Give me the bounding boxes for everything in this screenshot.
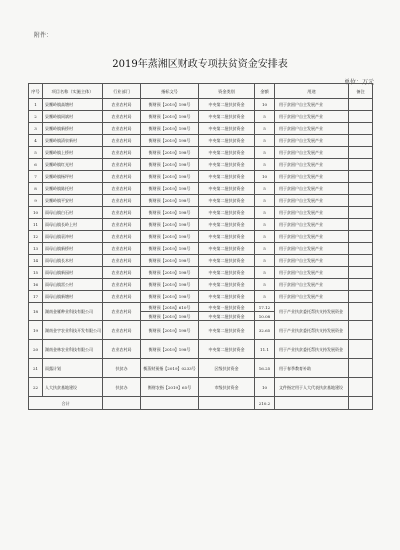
cell-department: 农业农村局 xyxy=(103,243,141,255)
cell-remarks xyxy=(349,159,373,171)
cell-index: 20 xyxy=(29,340,43,359)
cell-purpose: 用于贫困户自主发展产业 xyxy=(275,99,349,111)
table-row xyxy=(29,340,373,359)
cell-project: 湖南金林农业科技有限公司 xyxy=(43,340,103,359)
cell-remarks xyxy=(349,207,373,219)
cell-fund-type: 中央第二批扶贫资金 xyxy=(199,207,255,219)
table-header-row xyxy=(29,84,373,99)
total-row xyxy=(29,397,373,410)
cell-index: 5 xyxy=(29,147,43,159)
cell-fund-type: 中央第二批扶贫资金 xyxy=(199,111,255,123)
cell-project: 雨母山镇长木村 xyxy=(43,255,103,267)
cell-remarks xyxy=(349,340,373,359)
cell-project: 雨露计划 xyxy=(43,359,103,378)
cell-department: 农业农村局 xyxy=(103,111,141,123)
header-fund-type: 资金类别 xyxy=(199,84,255,99)
cell-index: 12 xyxy=(29,231,43,243)
header-purpose: 用途 xyxy=(275,84,349,99)
cell-fund-type: 中央第二批扶贫资金 xyxy=(199,219,255,231)
cell-department: 农业农村局 xyxy=(103,147,141,159)
header-project: 项目名称（实施主体） xyxy=(43,84,103,99)
table-row xyxy=(29,111,373,123)
cell-project: 雨母山镇新塘村 xyxy=(43,291,103,303)
table-row xyxy=(29,303,373,312)
cell-remarks xyxy=(349,255,373,267)
cell-purpose xyxy=(275,397,349,410)
table-row xyxy=(29,378,373,397)
cell-department: 农业农村局 xyxy=(103,99,141,111)
cell-project: 呆鹰岭镇同斌村 xyxy=(43,111,103,123)
cell-purpose: 用于产业扶贫委托帮扶支持发展资金 xyxy=(275,321,349,340)
cell-index: 1 xyxy=(29,99,43,111)
table-row xyxy=(29,267,373,279)
cell-doc: 衡财预【2019】198号 xyxy=(141,312,199,321)
cell-department: 农业农村局 xyxy=(103,231,141,243)
cell-purpose: 用于贫困户自主发展产业 xyxy=(275,147,349,159)
cell-purpose: 用于贫困户自主发展产业 xyxy=(275,183,349,195)
cell-doc: 衡财预【2019】198号 xyxy=(141,255,199,267)
cell-purpose: 用于贫困户自主发展产业 xyxy=(275,219,349,231)
cell-fund-type: 中央第二批扶贫资金 xyxy=(199,255,255,267)
cell-amount: 5 xyxy=(255,267,275,279)
cell-doc: 衡财预【2019】198号 xyxy=(141,267,199,279)
cell-doc: 衡财预【2019】198号 xyxy=(141,195,199,207)
cell-purpose: 用于产业扶贫委托帮扶支持发展资金 xyxy=(275,340,349,359)
cell-index: 7 xyxy=(29,171,43,183)
cell-remarks xyxy=(349,267,373,279)
table-row xyxy=(29,291,373,303)
cell-remarks xyxy=(349,321,373,340)
cell-department: 农业农村局 xyxy=(103,135,141,147)
cell-index: 16 xyxy=(29,279,43,291)
cell-fund-type: 中央第二批扶贫资金 xyxy=(199,99,255,111)
cell-department: 农业农村局 xyxy=(103,291,141,303)
cell-index: 4 xyxy=(29,135,43,147)
cell-project: 雨母山镇新桥村 xyxy=(43,243,103,255)
cell-doc: 衡财预【2019】198号 xyxy=(141,207,199,219)
cell-amount: 5 xyxy=(255,111,275,123)
cell-index: 21 xyxy=(29,359,43,378)
cell-remarks xyxy=(349,303,373,321)
table-row xyxy=(29,159,373,171)
cell-doc: 衡财预【2019】198号 xyxy=(141,171,199,183)
cell-amount: 5 xyxy=(255,243,275,255)
cell-purpose: 用于贫困户自主发展产业 xyxy=(275,171,349,183)
cell-doc: 衡财预【2019】198号 xyxy=(141,183,199,195)
cell-purpose: 用于贫困户自主发展产业 xyxy=(275,111,349,123)
cell-purpose: 用于贫困户自主发展产业 xyxy=(275,255,349,267)
cell-department: 农业农村局 xyxy=(103,255,141,267)
cell-fund-type: 中央第一批扶贫资金 xyxy=(199,303,255,312)
cell-purpose: 用于贫困户自主发展产业 xyxy=(275,231,349,243)
cell-purpose: 用于贫困户自主发展产业 xyxy=(275,267,349,279)
cell-project: 呆鹰岭镇清泉新村 xyxy=(43,135,103,147)
table-row xyxy=(29,359,373,378)
cell-doc: 衡财预【2019】198号 xyxy=(141,291,199,303)
cell-project: 雨母山镇长岭上村 xyxy=(43,219,103,231)
cell-amount: 5 xyxy=(255,207,275,219)
cell-amount: 5 xyxy=(255,147,275,159)
cell-department: 农业农村局 xyxy=(103,303,141,321)
cell-remarks xyxy=(349,195,373,207)
table-row xyxy=(29,135,373,147)
cell-fund-type: 中央第二批扶贫资金 xyxy=(199,279,255,291)
cell-department: 农业农村局 xyxy=(103,195,141,207)
cell-amount: 17.12 xyxy=(255,303,275,312)
page-title: 2019年蒸湘区财政专项扶贫资金安排表 xyxy=(112,59,288,70)
cell-purpose: 用于贫困户自主发展产业 xyxy=(275,123,349,135)
cell-index: 2 xyxy=(29,111,43,123)
cell-project: 呆鹰岭镇平安村 xyxy=(43,195,103,207)
cell-amount: 10 xyxy=(255,99,275,111)
cell-project: 雨母山镇新园村 xyxy=(43,267,103,279)
cell-index: 11 xyxy=(29,219,43,231)
header-amount: 金额 xyxy=(255,84,275,99)
cell-fund-type: 中央第二批扶贫资金 xyxy=(199,195,255,207)
cell-index: 6 xyxy=(29,159,43,171)
cell-fund-type: 中央第二批扶贫资金 xyxy=(199,291,255,303)
cell-doc: 衡财预【2019】198号 xyxy=(141,321,199,340)
cell-doc: 衡财预【2019】198号 xyxy=(141,279,199,291)
cell-amount: 5 xyxy=(255,279,275,291)
cell-amount: 11.1 xyxy=(255,340,275,359)
cell-amount: 32.65 xyxy=(255,321,275,340)
cell-amount: 10 xyxy=(255,378,275,397)
cell-department: 农业农村局 xyxy=(103,279,141,291)
cell-project: 呆鹰岭镇杨坪村 xyxy=(43,171,103,183)
cell-remarks xyxy=(349,397,373,410)
cell-remarks xyxy=(349,219,373,231)
cell-department: 农业农村局 xyxy=(103,219,141,231)
cell-project: 雨母山镇袁冲村 xyxy=(43,231,103,243)
cell-amount: 5 xyxy=(255,159,275,171)
cell-index: 10 xyxy=(29,207,43,219)
header-remarks: 备注 xyxy=(349,84,373,99)
cell-department: 农业农村局 xyxy=(103,171,141,183)
cell-remarks xyxy=(349,183,373,195)
cell-project: 人大扶贫基地建设 xyxy=(43,378,103,397)
cell-amount: 5 xyxy=(255,135,275,147)
table-row xyxy=(29,243,373,255)
cell-purpose: 用于贫困户自主发展产业 xyxy=(275,279,349,291)
cell-remarks xyxy=(349,378,373,397)
cell-purpose: 用于贫困户自主发展产业 xyxy=(275,195,349,207)
cell-remarks xyxy=(349,279,373,291)
cell-doc: 衡财预【2019】198号 xyxy=(141,99,199,111)
funding-table xyxy=(28,83,373,410)
cell-index: 3 xyxy=(29,123,43,135)
total-amount: 210.2 xyxy=(255,397,275,410)
cell-department: 农业农村局 xyxy=(103,340,141,359)
header-index: 序号 xyxy=(29,84,43,99)
cell-fund-type: 市级扶贫资金 xyxy=(199,378,255,397)
cell-purpose: 用于产业扶贫委托帮扶支持发展资金 xyxy=(275,303,349,321)
cell-fund-type: 中央第二批扶贫资金 xyxy=(199,159,255,171)
table-row xyxy=(29,231,373,243)
cell-purpose: 用于贫困户自主发展产业 xyxy=(275,135,349,147)
cell-purpose: 用于贫困户自主发展产业 xyxy=(275,243,349,255)
cell-doc: 衡财预【2019】198号 xyxy=(141,159,199,171)
attachment-label: 附件： xyxy=(34,32,53,39)
cell-amount: 10.08 xyxy=(255,312,275,321)
cell-index: 14 xyxy=(29,255,43,267)
cell-amount: 5 xyxy=(255,123,275,135)
cell-fund-type: 区级扶贫资金 xyxy=(199,359,255,378)
cell-index: 18 xyxy=(29,303,43,321)
cell-amount: 5 xyxy=(255,291,275,303)
cell-doc: 衡财预【2019】198号 xyxy=(141,111,199,123)
cell-fund-type: 中央第二批扶贫资金 xyxy=(199,147,255,159)
cell-fund-type: 中央第二批扶贫资金 xyxy=(199,123,255,135)
cell-amount: 5 xyxy=(255,255,275,267)
cell-doc: 衡财预【2018】610号 xyxy=(141,303,199,312)
cell-department: 扶贫办 xyxy=(103,378,141,397)
table-row xyxy=(29,171,373,183)
cell-doc: 衡财预【2019】198号 xyxy=(141,243,199,255)
cell-fund-type: 中央第二批扶贫资金 xyxy=(199,231,255,243)
cell-amount: 5 xyxy=(255,195,275,207)
table-row xyxy=(29,147,373,159)
cell-fund-type xyxy=(199,397,255,410)
cell-fund-type: 中央第二批扶贫资金 xyxy=(199,321,255,340)
cell-amount: 5 xyxy=(255,231,275,243)
cell-index: 17 xyxy=(29,291,43,303)
cell-index: 19 xyxy=(29,321,43,340)
cell-remarks xyxy=(349,99,373,111)
cell-fund-type: 中央第二批扶贫资金 xyxy=(199,171,255,183)
cell-project: 湖南金宇农业科技开发有限公司 xyxy=(43,321,103,340)
cell-fund-type: 中央第二批扶贫资金 xyxy=(199,183,255,195)
cell-department: 扶贫办 xyxy=(103,359,141,378)
cell-index: 9 xyxy=(29,195,43,207)
cell-project: 雨母山镇白石村 xyxy=(43,207,103,219)
cell-index: 15 xyxy=(29,267,43,279)
table-row xyxy=(29,195,373,207)
total-label: 合计 xyxy=(29,397,103,410)
cell-department: 农业农村局 xyxy=(103,267,141,279)
cell-amount: 5 xyxy=(255,183,275,195)
table-row xyxy=(29,207,373,219)
cell-doc: 衡财预【2019】198号 xyxy=(141,123,199,135)
table-row xyxy=(29,255,373,267)
cell-purpose: 用于贫困户自主发展产业 xyxy=(275,159,349,171)
cell-doc: 衡财预【2019】198号 xyxy=(141,135,199,147)
cell-remarks xyxy=(349,123,373,135)
cell-doc: 衡财预【2019】198号 xyxy=(141,231,199,243)
table-row xyxy=(29,99,373,111)
table-row xyxy=(29,123,373,135)
cell-project: 呆鹰岭镇红光村 xyxy=(43,159,103,171)
table-row xyxy=(29,279,373,291)
cell-department: 农业农村局 xyxy=(103,123,141,135)
cell-project: 湖南金雁种业科技有限公司 xyxy=(43,303,103,321)
cell-project: 雨母山镇雷公村 xyxy=(43,279,103,291)
cell-department: 农业农村局 xyxy=(103,159,141,171)
cell-index: 8 xyxy=(29,183,43,195)
cell-department: 农业农村局 xyxy=(103,207,141,219)
table-row xyxy=(29,219,373,231)
cell-project: 呆鹰岭镇新桥村 xyxy=(43,123,103,135)
cell-project: 呆鹰岭镇陈托村 xyxy=(43,183,103,195)
cell-department: 农业农村局 xyxy=(103,321,141,340)
cell-purpose: 用于贫困户自主发展产业 xyxy=(275,291,349,303)
cell-purpose: 文件指定用于人大代表扶贫基地建设 xyxy=(275,378,349,397)
cell-remarks xyxy=(349,359,373,378)
cell-remarks xyxy=(349,171,373,183)
cell-index: 22 xyxy=(29,378,43,397)
cell-purpose: 用于春季教育补助 xyxy=(275,359,349,378)
cell-remarks xyxy=(349,231,373,243)
cell-fund-type: 中央第二批扶贫资金 xyxy=(199,135,255,147)
cell-project: 呆鹰岭镇上桥村 xyxy=(43,147,103,159)
cell-doc: 衡财预【2019】198号 xyxy=(141,340,199,359)
cell-fund-type: 中央第二批扶贫资金 xyxy=(199,340,255,359)
cell-doc xyxy=(141,397,199,410)
cell-amount: 5 xyxy=(255,219,275,231)
cell-fund-type: 中央第二批扶贫资金 xyxy=(199,312,255,321)
cell-doc: 衡蒸财预指【2019】0233号 xyxy=(141,359,199,378)
cell-doc: 衡财预【2019】198号 xyxy=(141,219,199,231)
cell-doc: 衡财预【2019】198号 xyxy=(141,147,199,159)
table-row xyxy=(29,183,373,195)
cell-purpose: 用于贫困户自主发展产业 xyxy=(275,207,349,219)
cell-remarks xyxy=(349,291,373,303)
cell-project: 呆鹰岭镇高塘村 xyxy=(43,99,103,111)
cell-remarks xyxy=(349,111,373,123)
header-department: 行业部门 xyxy=(103,84,141,99)
table-row xyxy=(29,321,373,340)
cell-department: 农业农村局 xyxy=(103,183,141,195)
cell-index: 13 xyxy=(29,243,43,255)
cell-remarks xyxy=(349,147,373,159)
cell-department xyxy=(103,397,141,410)
cell-fund-type: 中央第二批扶贫资金 xyxy=(199,267,255,279)
cell-amount: 16.25 xyxy=(255,359,275,378)
cell-doc: 衡财农指【2019】65号 xyxy=(141,378,199,397)
header-doc: 指标文号 xyxy=(141,84,199,99)
cell-remarks xyxy=(349,243,373,255)
cell-remarks xyxy=(349,135,373,147)
unit-label: 单位：万元 xyxy=(343,79,374,86)
cell-fund-type: 中央第二批扶贫资金 xyxy=(199,243,255,255)
cell-amount: 10 xyxy=(255,171,275,183)
